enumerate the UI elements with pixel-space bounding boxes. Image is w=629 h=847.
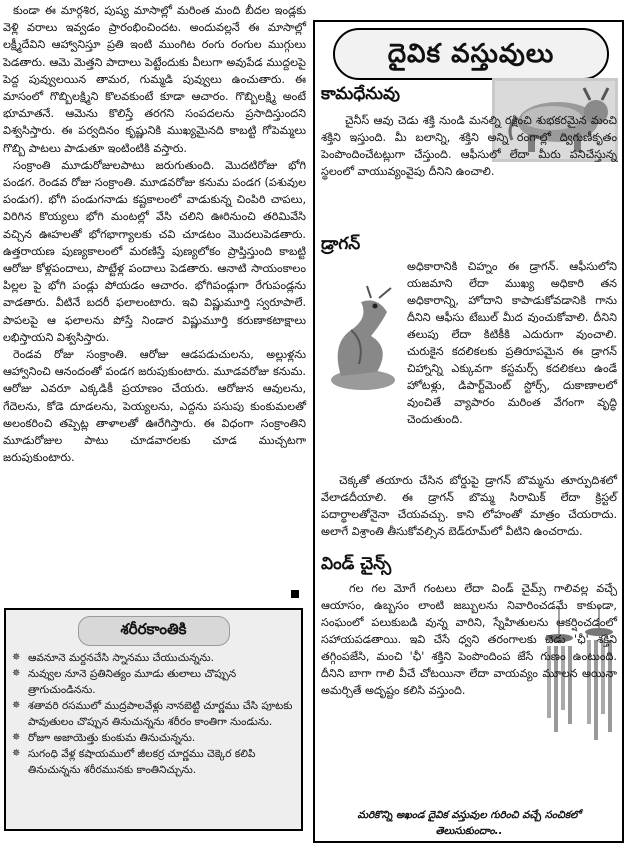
star-bullet-icon: ✵ bbox=[12, 700, 21, 711]
beauty-tips-title: శరీరకాంతికి bbox=[78, 616, 230, 646]
tip-text: శతావరి రసములో ముద్రపాలవేళ్లు నానబెట్టి చూర్ణము చేసి పూటకు పావుతులం చొప్పున తినుచున్నను శరీరం కాంతిగా నుండును. bbox=[28, 700, 293, 728]
article-paragraph-3: రెండవ రోజు సంక్రాంతి. ఆరోజు ఆడపడుచులను, అల్లుళ్లను ఆహ్వానించి ఆనందంతో పండగ జరుపుకుంటారు. మూడవరోజు కనుమ. ఆరోజు ఎవరూ ఎక్కడికీ ప్రయాణం చేయరు. ఆరోజున ఆవులను, గేదెలను, కోడె దూడలను, పెయ్యలను, ఎద్దను పసుపు కుంకుమలతో అలంకరించి తప్పెట్ల తాళాలతో ఊరేగిస్తారు. ఈ విధంగా సంక్రాంతిని మూడురోజుల పాటు చూడవారలకు చూడ ముచ్చటగా జరుపుకుంటారు. bbox=[3, 348, 306, 465]
list-item bbox=[12, 698, 295, 730]
list-item bbox=[12, 746, 295, 778]
star-bullet-icon: ✵ bbox=[12, 732, 21, 743]
kamadhenu-heading: కామధేనువు bbox=[321, 84, 400, 104]
wind-chimes-heading: విండ్ చైన్స్ bbox=[321, 554, 392, 574]
beauty-tips-box bbox=[4, 608, 303, 831]
tip-text: నువ్వుల నూనె ప్రతినిత్యం మూడు తులాలు చొప్పున త్రాగుచుండినను. bbox=[28, 668, 237, 696]
tip-text: రోజూ అజాయెత్తు కుంకుమ తినుచున్నను. bbox=[28, 732, 196, 744]
list-item bbox=[12, 730, 295, 746]
dragon-heading: డ్రాగన్ bbox=[321, 234, 361, 254]
article-paragraph-2: సంక్రాంతి మూడురోజులపాటు జరుగుతుంది. మొదటిరోజు భోగి పండగ. రెండవ రోజు సంక్రాంతి. మూడవరోజు కనుమ పండగ (పశువుల పండుగ). భోగి పండుగనాడు కష్టకాలంలో వాడుకున్న చింపిరి చాపలు, విరిగిన కొయ్యలు భోగి మంటల్లో వేసి చలిని ఊరినుంచి తరిమివేసి వచ్చిన ఊహలతో భోగభాగ్యాలకు చవి చూడటం మొదలుపెడతారు. ఉత్తరాయణ పుణ్యకాలంలో మరణిస్తే పుణ్యలోకం ప్రాప్తిస్తుంది కాబట్టి ఆరోజు కోళ్లపందాలు, పొట్టేళ్ల పందాలు పెడతారు. ఆనాటి సాయంకాలం పిల్లల పై భోగి పండ్లు పోయడం ఆచారం. భోగిపండ్లుగా రేగుపండ్లను వాడతారు. వీటినే బదరీ ఫలాలంటారు. ఇవి విష్ణుమూర్తి స్వరూపాలే. పాపలపై ఆ ఫలాలను పోస్తే నిండార విష్ణుమూర్తి కరుణాకటాక్షాలు లభిస్తాయని విశ్వసిస్తారు. bbox=[3, 158, 306, 344]
list-item bbox=[12, 666, 295, 698]
divine-objects-panel bbox=[313, 20, 624, 843]
dragon-image bbox=[321, 284, 403, 396]
tip-text: ఆవనూనె మర్దనచేసి స్నానము చేయుచున్నను. bbox=[28, 652, 215, 664]
dragon-text-1: అధికారానికి చిహ్నం ఈ డ్రాగన్. ఆఫీసులోని యజమాని లేదా ముఖ్య అధికారి తన అధికారాన్ని, హోదాని కాపాడుకోవడానికి గాను దీనిని ఆఫీసు టేబుల్ మీద వుంచుకోవాలి. దీనిని తలుపు లేదా కిటికీకి ఎదురుగా వుంచాలి. చురుకైన కదలికలకు ప్రతిరూపమైన ఈ డ్రాగన్ చిహ్నాన్ని ఎక్కువగా కస్టమర్స్ కదలికలు ఉండే హోటళ్లు, డిపార్ట్‌మెంట్ స్టోర్స్, దుకాణాలలో వుంచితే వ్యాపారం మరింత వేగంగా వృద్ధి చెందుతుంది. bbox=[407, 260, 617, 426]
tip-text: సుగంధి వేళ్ల కషాయములో జీలకర్ర చూర్ణము చెక్కెర కలిపి తినుచున్నను శరీరమునకు కాంతినిచ్చును. bbox=[28, 748, 256, 776]
article-end-mark bbox=[291, 590, 299, 598]
list-item bbox=[12, 650, 295, 666]
wind-chimes-text: గల గల మోగే గంటలు లేదా విండ్ చైమ్స్ గాలివల్ల వచ్చే ఆయాసం, ఉబ్బసం లాంటి జబ్బులను నివారించడమే కాకుండా, సంఘంలో పలుకుబడి వున్న వారిని, స్నేహితులను ఆకర్షించడంలో సహాయపడతాయి. ఇవి చేసే ధ్వని తరంగాలకు చెడు 'ఛీ' శక్తిని తగ్గింపజేసి, మంచి 'ఛీ' శక్తిని పెంపొందింప జేసే గుణం ఉంటుంది. దీనిని బాగా గాలి వీచే చోటయినా లేదా వాయవ్యం మూలన అయినా అమర్చితే అదృష్టం కలిసి వస్తుంది. bbox=[321, 582, 617, 697]
article-paragraph-1: కుండా ఈ మార్గశిర, పుష్య మాసాల్లో మరింత మంది బీదల ఇండ్లకు వెళ్లి వరాలు ఇవ్వడం ప్రారంభించిందట. అందువల్లనే ఈ మాసాల్లో లక్ష్మీదేవిని ఆహ్వానిస్తూ ప్రతి ఇంటి ముంగిట రంగు రంగుల ముగ్గులు పెడతారు. ఆమె మెత్తని పాదాలు పెట్టేందుకు వీలుగా అవుపేడ ముద్దలపై పెద్ద పువ్వులయిన తామర, గుమ్మడి పువ్వులు ఉంచుతారు. ఈ మాసంలో గొబ్బిలక్ష్మిని కొలవకుంటే కూడా ఆచారం. గొబ్బిలక్ష్మి అంటే భూమాతనే. ఆమెను కొలిస్తే తరగని సంపదలను ప్రసాదిస్తుందని విశ్వసిస్తారు. ఈ పర్వదినం కృష్ణునికి ముఖ్యమైనది కాబట్టి గోపెమ్మలు గొబ్బి పాటలు పాడుతూ ఇంటింటికి వస్తారు. bbox=[3, 4, 306, 155]
left-article bbox=[3, 2, 306, 466]
panel-title-banner: దైవిక వస్తువులు bbox=[333, 28, 609, 80]
kamadhenu-text: చైనీస్ ఆవు చెడు శక్తి నుండి మనల్ని రక్షించి శుభకరమైన మంచి శక్తిని ఇస్తుంది. మీ బలాన్ని, శక్తిని అన్ని రంగాల్లో ద్విగుణీకృతం పెంపొందించేటట్లుగా చేస్తుంది. ఆఫీసులో లేదా మీరు పనిచేస్తున్న స్థలంలో వాయువ్యంవైపు దీనిని ఉంచాలి. bbox=[321, 114, 617, 178]
dragon-statue-icon bbox=[321, 284, 403, 396]
star-bullet-icon: ✵ bbox=[12, 748, 21, 759]
next-issue-note: మరికొన్ని అఖండ దైవిక వస్తువుల గురించి వచ్చే సంచికలో తెలుసుకుందాం.. bbox=[357, 810, 581, 837]
star-bullet-icon: ✵ bbox=[12, 668, 21, 679]
beauty-tips-list bbox=[6, 650, 301, 778]
star-bullet-icon: ✵ bbox=[12, 652, 21, 663]
dragon-text-2: చెక్కతో తయారు చేసిన బోర్డుపై డ్రాగన్ బొమ్మను తూర్పుదిశలో వేలాడదీయాలి. ఈ డ్రాగన్ బొమ్మ సిరామిక్ లేదా క్రిస్టల్ పదార్థాలతోనైనా చేయవచ్చు. కాని లోహంతో మాత్రం చేయరాదు. అలాగే విశ్రాంతి తీసుకోవల్సిన బెడ్‌రూమ్‌లో వీటిని ఉంచరాదు. bbox=[321, 474, 617, 538]
